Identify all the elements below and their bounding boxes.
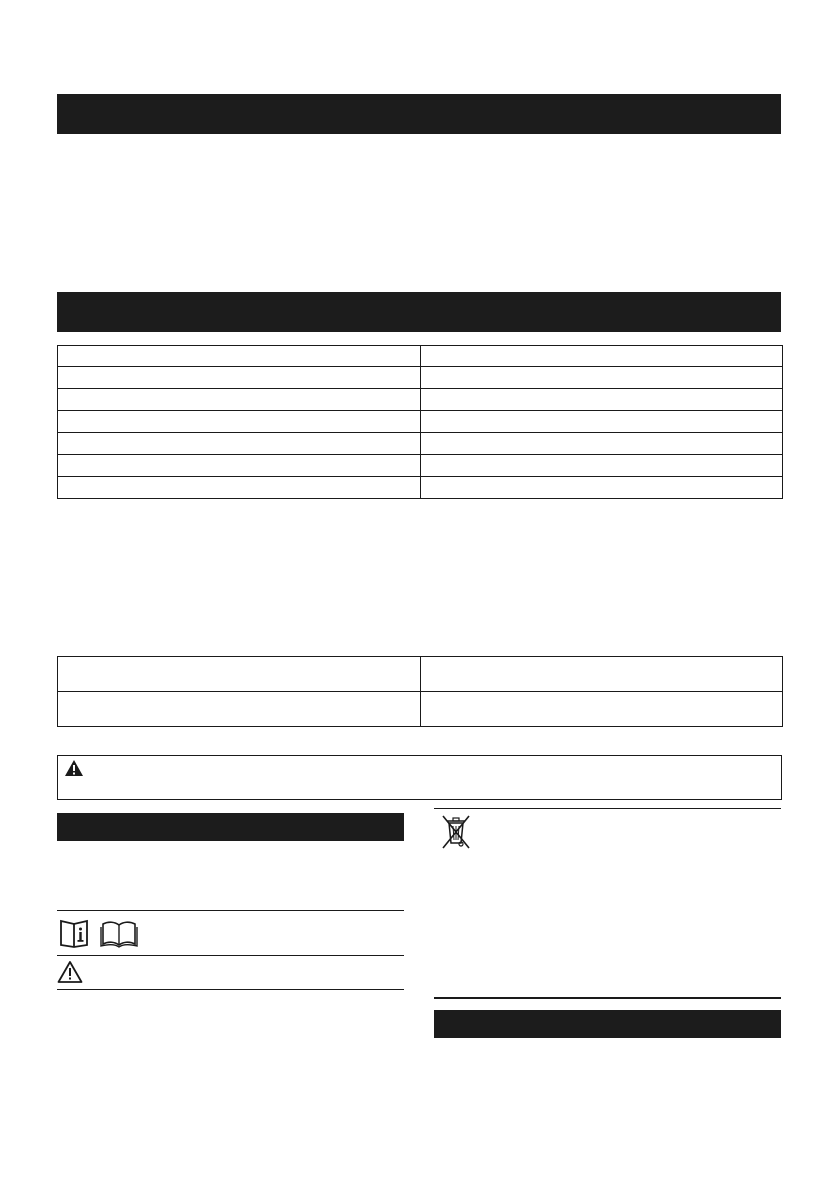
table-cell [421, 346, 783, 367]
table-row [58, 346, 783, 367]
right-column-header-bar [434, 1010, 781, 1038]
crossed-out-bin-icon [440, 813, 472, 851]
table-row [58, 477, 783, 499]
table-row [58, 692, 783, 727]
table-row [58, 367, 783, 389]
table-cell [58, 455, 421, 477]
disposal-rule-bottom [434, 997, 781, 999]
table-cell [421, 657, 783, 692]
table-cell [58, 367, 421, 389]
table-cell [421, 477, 783, 499]
symbols-rule-bottom [57, 989, 404, 990]
warning-box [57, 755, 782, 800]
table-cell [421, 411, 783, 433]
table-row [58, 433, 783, 455]
table-cell [58, 692, 421, 727]
table-cell [58, 433, 421, 455]
table-row [58, 411, 783, 433]
section-header-bar-1 [57, 94, 781, 134]
table-cell [421, 455, 783, 477]
table-row [58, 455, 783, 477]
table-cell [421, 367, 783, 389]
specification-table [57, 345, 783, 499]
table-cell [58, 411, 421, 433]
left-column-header-bar [57, 813, 404, 841]
section-header-bar-2 [57, 292, 781, 332]
warning-filled-icon [64, 759, 84, 777]
table-row [58, 657, 783, 692]
table-cell [421, 433, 783, 455]
secondary-table [57, 656, 783, 727]
table-cell [58, 389, 421, 411]
table-cell [58, 477, 421, 499]
table-cell [421, 389, 783, 411]
table-cell [421, 692, 783, 727]
symbol-row-caution [57, 956, 404, 989]
disposal-rule-top [434, 808, 781, 809]
caution-triangle-icon [57, 960, 83, 984]
symbol-row-read-manual [57, 911, 404, 955]
table-cell [58, 346, 421, 367]
table-row [58, 389, 783, 411]
read-manual-icon [59, 918, 149, 948]
table-cell [58, 657, 421, 692]
